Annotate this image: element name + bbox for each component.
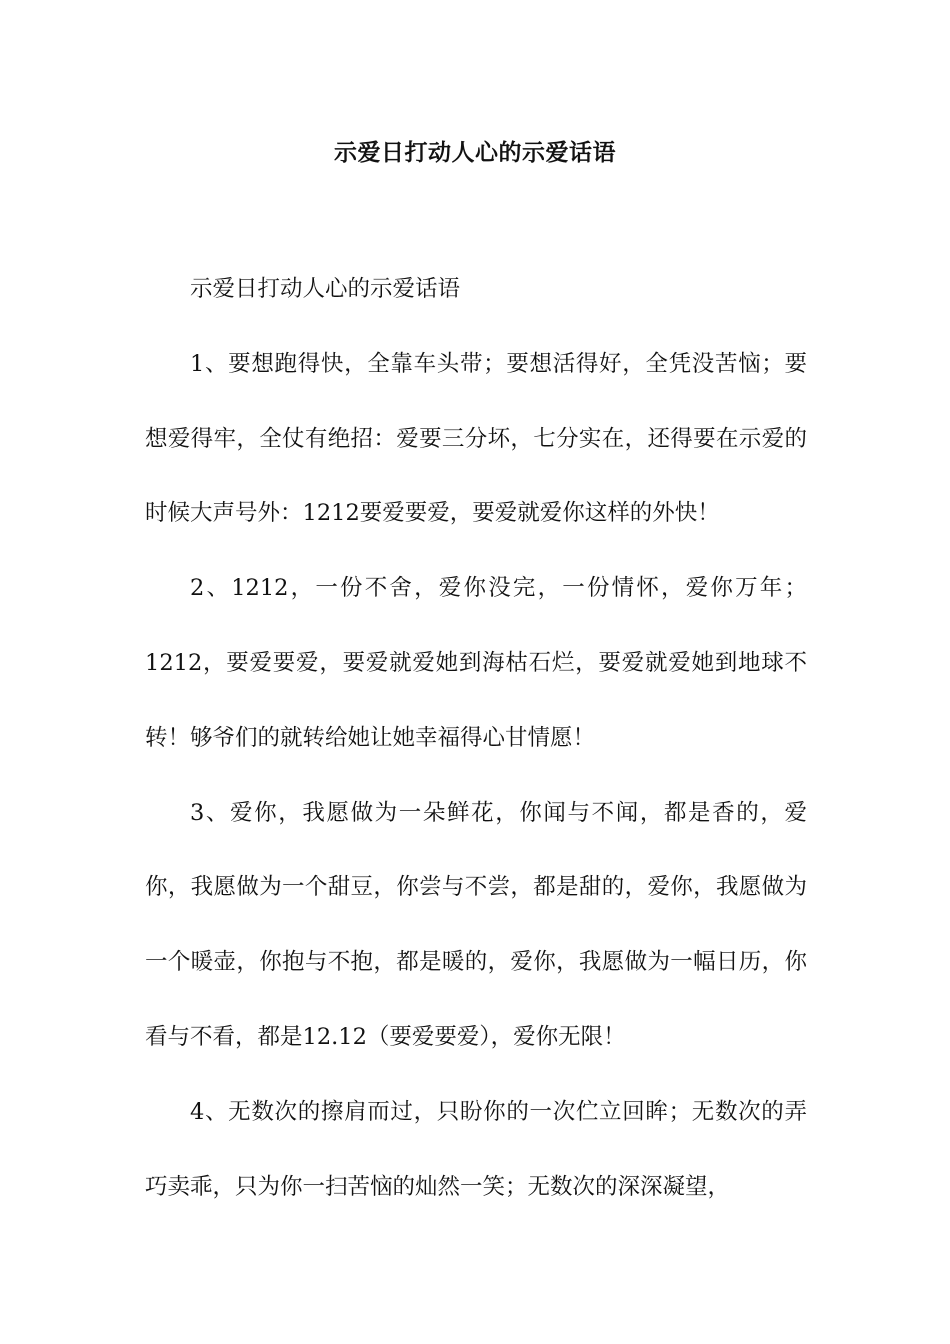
paragraph-item-1: 1、要想跑得快，全靠车头带；要想活得好，全凭没苦恼；要想爱得牢，全仗有绝招：爱要三分坏，七分实在，还得要在示爱的时候大声号外：1212要爱要爱，要爱就爱你这样的外快！ xyxy=(145,350,807,527)
paragraph-item-3: 3、爱你，我愿做为一朵鲜花，你闻与不闻，都是香的，爱你，我愿做为一个甜豆，你尝与不尝，都是甜的，爱你，我愿做为一个暖壶，你抱与不抱，都是暖的，爱你，我愿做为一幅日历，你看与不看，都是12.12（要爱要爱），爱你无限！ xyxy=(145,799,807,1050)
document-body xyxy=(145,252,807,1224)
paragraph-subtitle: 示爱日打动人心的示爱话语 xyxy=(190,276,461,302)
paragraph-item-2: 2、1212，一份不舍，爱你没完，一份情怀，爱你万年；1212，要爱要爱，要爱就爱她到海枯石烂，要爱就爱她到地球不转！够爷们的就转给她让她幸福得心甘情愿！ xyxy=(145,575,807,751)
document-title: 示爱日打动人心的示爱话语 xyxy=(334,140,616,166)
paragraph-item-4: 4、无数次的擦肩而过，只盼你的一次伫立回眸；无数次的弄巧卖乖，只为你一扫苦恼的灿然一笑；无数次的深深凝望， xyxy=(145,1098,807,1200)
